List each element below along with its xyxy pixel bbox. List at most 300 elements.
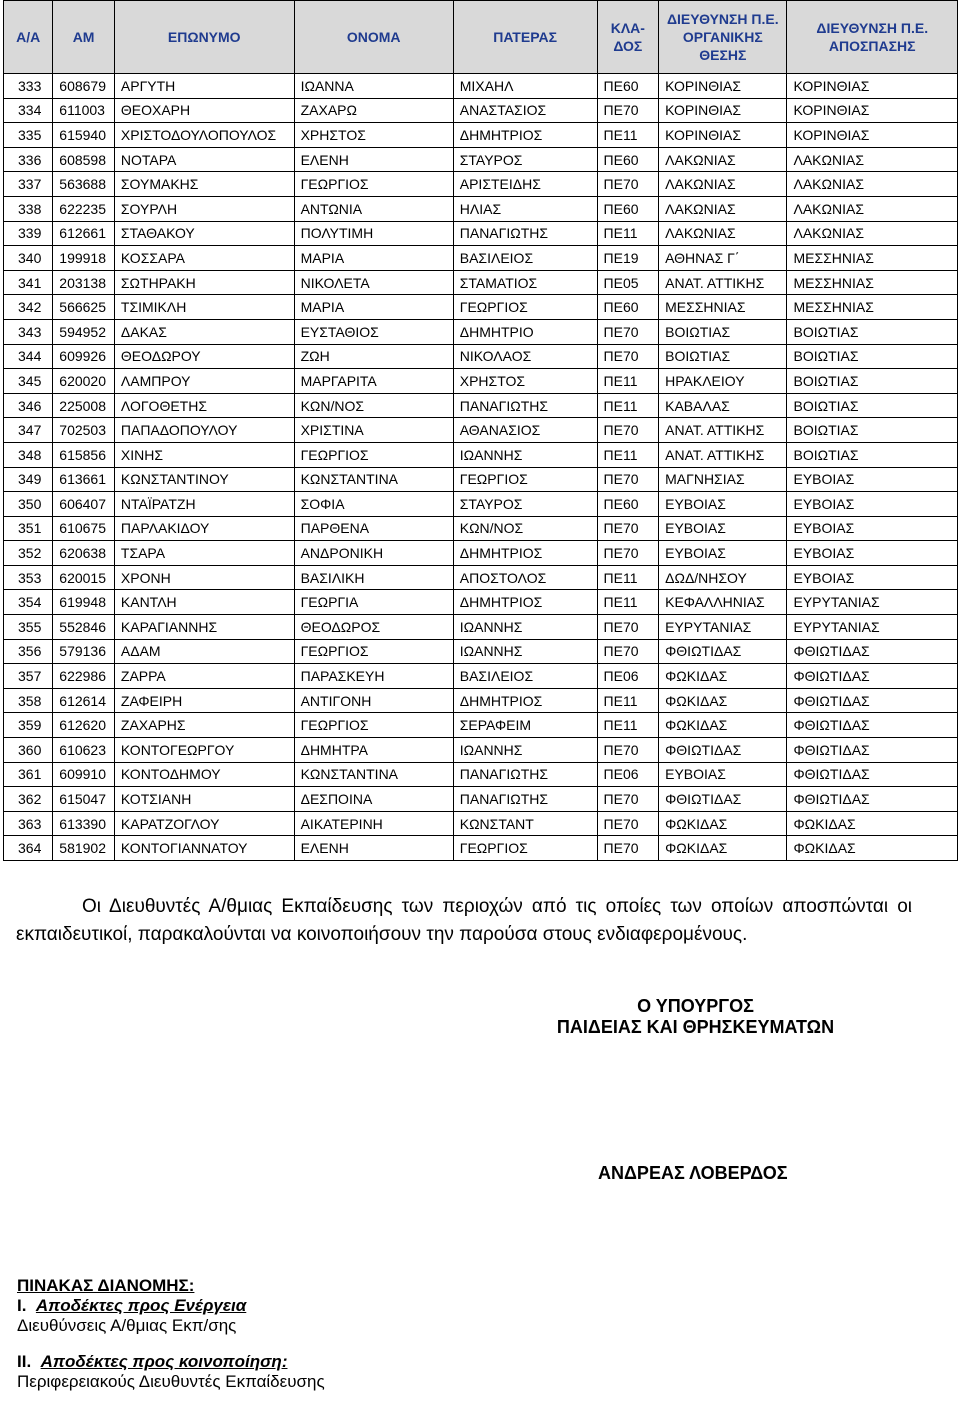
cell-aa: 341 (4, 270, 53, 295)
cell-secondment-directorate: ΜΕΣΣΗΝΙΑΣ (787, 270, 958, 295)
cell-am: 612661 (53, 221, 115, 246)
cell-secondment-directorate: ΒΟΙΩΤΙΑΣ (787, 319, 958, 344)
cell-aa: 359 (4, 713, 53, 738)
cell-am: 622235 (53, 196, 115, 221)
table-row (4, 319, 958, 344)
cell-specialty: ΠΕ70 (597, 344, 659, 369)
cell-surname: ΧΡΟΝΗ (114, 565, 294, 590)
table-row (4, 541, 958, 566)
table-row (4, 565, 958, 590)
cell-secondment-directorate: ΦΩΚΙΔΑΣ (787, 836, 958, 861)
cell-specialty: ΠΕ70 (597, 836, 659, 861)
cell-am: 615940 (53, 123, 115, 148)
notice-paragraph (16, 893, 912, 948)
table-row (4, 836, 958, 861)
cell-aa: 340 (4, 246, 53, 271)
cell-surname: ΣΩΤΗΡΑΚΗ (114, 270, 294, 295)
header-organic-directorate: ΔΙΕΥΘΥΝΣΗ Π.Ε. ΟΡΓΑΝΙΚΗΣ ΘΕΣΗΣ (659, 1, 787, 74)
cell-surname: ΣΤΑΘΑΚΟΥ (114, 221, 294, 246)
cell-aa: 355 (4, 615, 53, 640)
cell-father: ΓΕΩΡΓΙΟΣ (453, 295, 597, 320)
notification-recipients-item: Περιφερειακούς Διευθυντές Εκπαίδευσης (17, 1372, 325, 1391)
cell-name: ΑΝΤΩΝΙΑ (294, 196, 453, 221)
cell-secondment-directorate: ΒΟΙΩΤΙΑΣ (787, 344, 958, 369)
cell-surname: ΤΣΙΜΙΚΛΗ (114, 295, 294, 320)
cell-secondment-directorate: ΕΥΒΟΙΑΣ (787, 467, 958, 492)
cell-father: ΣΤΑΥΡΟΣ (453, 492, 597, 517)
cell-organic-directorate: ΛΑΚΩΝΙΑΣ (659, 147, 787, 172)
cell-aa: 339 (4, 221, 53, 246)
cell-father: ΔΗΜΗΤΡΙΟ (453, 319, 597, 344)
cell-surname: ΚΟΝΤΟΓΕΩΡΓΟΥ (114, 738, 294, 763)
cell-name: ΑΝΔΡΟΝΙΚΗ (294, 541, 453, 566)
cell-secondment-directorate: ΚΟΡΙΝΘΙΑΣ (787, 74, 958, 99)
cell-specialty: ΠΕ70 (597, 738, 659, 763)
cell-specialty: ΠΕ70 (597, 467, 659, 492)
cell-surname: ΚΑΡΑΤΖΟΓΛΟΥ (114, 811, 294, 836)
table-row (4, 738, 958, 763)
cell-specialty: ΠΕ60 (597, 196, 659, 221)
table-row (4, 811, 958, 836)
cell-specialty: ΠΕ11 (597, 393, 659, 418)
cell-am: 566625 (53, 295, 115, 320)
header-am: ΑΜ (53, 1, 115, 74)
cell-name: ΙΩΑΝΝΑ (294, 74, 453, 99)
cell-organic-directorate: ΑΝΑΤ. ΑΤΤΙΚΗΣ (659, 418, 787, 443)
cell-specialty: ΠΕ05 (597, 270, 659, 295)
table-row (4, 74, 958, 99)
cell-surname: ΖΑΦΕΙΡΗ (114, 688, 294, 713)
cell-specialty: ΠΕ06 (597, 664, 659, 689)
cell-secondment-directorate: ΕΥΒΟΙΑΣ (787, 541, 958, 566)
cell-specialty: ΠΕ11 (597, 369, 659, 394)
table-row (4, 270, 958, 295)
cell-organic-directorate: ΛΑΚΩΝΙΑΣ (659, 221, 787, 246)
table-row (4, 442, 958, 467)
section1-label: Αποδέκτες προς Ενέργεια (35, 1296, 247, 1315)
cell-am: 594952 (53, 319, 115, 344)
cell-organic-directorate: ΦΩΚΙΔΑΣ (659, 836, 787, 861)
cell-father: ΚΩΝ/ΝΟΣ (453, 516, 597, 541)
cell-am: 615047 (53, 787, 115, 812)
cell-father: ΒΑΣΙΛΕΙΟΣ (453, 246, 597, 271)
cell-father: ΙΩΑΝΝΗΣ (453, 442, 597, 467)
cell-name: ΠΑΡΑΣΚΕΥΗ (294, 664, 453, 689)
cell-aa: 358 (4, 688, 53, 713)
header-specialty: ΚΛΑ- ΔΟΣ (597, 1, 659, 74)
action-recipients-heading (17, 1296, 325, 1316)
cell-specialty: ΠΕ70 (597, 319, 659, 344)
cell-secondment-directorate: ΛΑΚΩΝΙΑΣ (787, 147, 958, 172)
cell-specialty: ΠΕ11 (597, 713, 659, 738)
cell-father: ΓΕΩΡΓΙΟΣ (453, 836, 597, 861)
cell-organic-directorate: ΦΘΙΩΤΙΔΑΣ (659, 738, 787, 763)
cell-am: 620638 (53, 541, 115, 566)
cell-am: 620015 (53, 565, 115, 590)
cell-secondment-directorate: ΒΟΙΩΤΙΑΣ (787, 393, 958, 418)
cell-aa: 357 (4, 664, 53, 689)
cell-specialty: ΠΕ70 (597, 172, 659, 197)
cell-am: 579136 (53, 639, 115, 664)
header-aa: Α/Α (4, 1, 53, 74)
cell-organic-directorate: ΜΑΓΝΗΣΙΑΣ (659, 467, 787, 492)
cell-specialty: ΠΕ70 (597, 541, 659, 566)
cell-father: ΑΠΟΣΤΟΛΟΣ (453, 565, 597, 590)
cell-surname: ΚΑΡΑΓΙΑΝΝΗΣ (114, 615, 294, 640)
cell-surname: ΚΩΝΣΤΑΝΤΙΝΟΥ (114, 467, 294, 492)
cell-name: ΖΩΗ (294, 344, 453, 369)
section2-number: ΙΙ. (17, 1352, 32, 1371)
cell-organic-directorate: ΔΩΔ/ΝΗΣΟΥ (659, 565, 787, 590)
cell-father: ΔΗΜΗΤΡΙΟΣ (453, 688, 597, 713)
table-row (4, 172, 958, 197)
section2-label: Αποδέκτες προς κοινοποίηση: (40, 1352, 288, 1371)
cell-aa: 364 (4, 836, 53, 861)
cell-organic-directorate: ΚΑΒΑΛΑΣ (659, 393, 787, 418)
cell-name: ΜΑΡΙΑ (294, 295, 453, 320)
cell-organic-directorate: ΑΝΑΤ. ΑΤΤΙΚΗΣ (659, 270, 787, 295)
cell-secondment-directorate: ΕΥΡΥΤΑΝΙΑΣ (787, 615, 958, 640)
cell-specialty: ΠΕ60 (597, 147, 659, 172)
cell-aa: 336 (4, 147, 53, 172)
cell-father: ΙΩΑΝΝΗΣ (453, 738, 597, 763)
cell-secondment-directorate: ΦΘΙΩΤΙΔΑΣ (787, 688, 958, 713)
cell-surname: ΣΟΥΜΑΚΗΣ (114, 172, 294, 197)
distribution-title: ΠΙΝΑΚΑΣ ΔΙΑΝΟΜΗΣ: (17, 1276, 195, 1295)
cell-am: 612614 (53, 688, 115, 713)
cell-aa: 361 (4, 762, 53, 787)
cell-specialty: ΠΕ70 (597, 639, 659, 664)
cell-am: 606407 (53, 492, 115, 517)
cell-organic-directorate: ΕΥΡΥΤΑΝΙΑΣ (659, 615, 787, 640)
table-row (4, 516, 958, 541)
table-row (4, 418, 958, 443)
cell-specialty: ΠΕ70 (597, 787, 659, 812)
cell-organic-directorate: ΚΟΡΙΝΘΙΑΣ (659, 74, 787, 99)
cell-organic-directorate: ΦΩΚΙΔΑΣ (659, 688, 787, 713)
cell-name: ΕΛΕΝΗ (294, 147, 453, 172)
cell-surname: ΚΟΝΤΟΔΗΜΟΥ (114, 762, 294, 787)
cell-am: 608679 (53, 74, 115, 99)
cell-organic-directorate: ΑΝΑΤ. ΑΤΤΙΚΗΣ (659, 442, 787, 467)
cell-name: ΓΕΩΡΓΙΟΣ (294, 442, 453, 467)
cell-organic-directorate: ΦΩΚΙΔΑΣ (659, 713, 787, 738)
transfers-table-wrapper (3, 0, 958, 861)
cell-specialty: ΠΕ70 (597, 418, 659, 443)
cell-secondment-directorate: ΦΘΙΩΤΙΔΑΣ (787, 713, 958, 738)
cell-secondment-directorate: ΒΟΙΩΤΙΑΣ (787, 369, 958, 394)
section1-number: Ι. (17, 1296, 27, 1315)
header-name: ΟΝΟΜΑ (294, 1, 453, 74)
cell-secondment-directorate: ΕΥΒΟΙΑΣ (787, 492, 958, 517)
cell-father: ΠΑΝΑΓΙΩΤΗΣ (453, 221, 597, 246)
cell-father: ΔΗΜΗΤΡΙΟΣ (453, 123, 597, 148)
cell-specialty: ΠΕ11 (597, 442, 659, 467)
cell-am: 702503 (53, 418, 115, 443)
cell-father: ΒΑΣΙΛΕΙΟΣ (453, 664, 597, 689)
cell-name: ΜΑΡΓΑΡΙΤΑ (294, 369, 453, 394)
table-row (4, 688, 958, 713)
table-row (4, 492, 958, 517)
cell-specialty: ΠΕ60 (597, 74, 659, 99)
cell-father: ΑΘΑΝΑΣΙΟΣ (453, 418, 597, 443)
cell-father: ΣΤΑΜΑΤΙΟΣ (453, 270, 597, 295)
cell-name: ΓΕΩΡΓΙΑ (294, 590, 453, 615)
cell-father: ΣΤΑΥΡΟΣ (453, 147, 597, 172)
cell-am: 563688 (53, 172, 115, 197)
cell-organic-directorate: ΛΑΚΩΝΙΑΣ (659, 172, 787, 197)
transfers-table (3, 0, 958, 861)
cell-am: 613661 (53, 467, 115, 492)
cell-aa: 343 (4, 319, 53, 344)
cell-surname: ΑΡΓΥΤΗ (114, 74, 294, 99)
cell-am: 552846 (53, 615, 115, 640)
header-surname: ΕΠΩΝΥΜΟ (114, 1, 294, 74)
cell-father: ΧΡΗΣΤΟΣ (453, 369, 597, 394)
table-row (4, 664, 958, 689)
table-row (4, 147, 958, 172)
cell-aa: 342 (4, 295, 53, 320)
table-row (4, 590, 958, 615)
cell-surname: ΣΟΥΡΛΗ (114, 196, 294, 221)
table-body (4, 74, 958, 861)
table-row (4, 344, 958, 369)
cell-name: ΠΑΡΘΕΝΑ (294, 516, 453, 541)
header-father: ΠΑΤΕΡΑΣ (453, 1, 597, 74)
table-row (4, 762, 958, 787)
cell-aa: 347 (4, 418, 53, 443)
cell-am: 610623 (53, 738, 115, 763)
cell-name: ΓΕΩΡΓΙΟΣ (294, 172, 453, 197)
cell-aa: 362 (4, 787, 53, 812)
cell-surname: ΤΣΑΡΑ (114, 541, 294, 566)
cell-name: ΓΕΩΡΓΙΟΣ (294, 639, 453, 664)
cell-name: ΚΩΝ/ΝΟΣ (294, 393, 453, 418)
cell-secondment-directorate: ΦΘΙΩΤΙΔΑΣ (787, 762, 958, 787)
cell-am: 615856 (53, 442, 115, 467)
cell-am: 609926 (53, 344, 115, 369)
cell-specialty: ΠΕ70 (597, 615, 659, 640)
cell-organic-directorate: ΦΩΚΙΔΑΣ (659, 811, 787, 836)
table-row (4, 467, 958, 492)
cell-am: 622986 (53, 664, 115, 689)
cell-name: ΘΕΟΔΩΡΟΣ (294, 615, 453, 640)
table-row (4, 393, 958, 418)
cell-organic-directorate: ΒΟΙΩΤΙΑΣ (659, 344, 787, 369)
notice-text: Οι Διευθυντές Α/θμιας Εκπαίδευσης των περιοχών από τις οποίες των οποίων αποσπώνται οι εκπαιδευτικοί, παρακαλούνται να κοινοποιήσουν την παρούσα στους ενδιαφερομένους. (16, 896, 912, 945)
signature-title (548, 996, 843, 1038)
cell-father: ΠΑΝΑΓΙΩΤΗΣ (453, 393, 597, 418)
cell-aa: 363 (4, 811, 53, 836)
cell-secondment-directorate: ΦΘΙΩΤΙΔΑΣ (787, 738, 958, 763)
cell-aa: 354 (4, 590, 53, 615)
cell-am: 610675 (53, 516, 115, 541)
cell-specialty: ΠΕ60 (597, 492, 659, 517)
cell-father: ΔΗΜΗΤΡΙΟΣ (453, 541, 597, 566)
cell-aa: 360 (4, 738, 53, 763)
cell-specialty: ΠΕ19 (597, 246, 659, 271)
table-row (4, 615, 958, 640)
table-row (4, 221, 958, 246)
action-recipients-item: Διευθύνσεις Α/θμιας Εκπ/σης (17, 1316, 237, 1335)
cell-surname: ΛΑΜΠΡΟΥ (114, 369, 294, 394)
cell-father: ΑΡΙΣΤΕΙΔΗΣ (453, 172, 597, 197)
notification-recipients-heading (17, 1352, 325, 1372)
table-row (4, 246, 958, 271)
cell-name: ΒΑΣΙΛΙΚΗ (294, 565, 453, 590)
cell-aa: 351 (4, 516, 53, 541)
distribution-list (17, 1276, 325, 1392)
cell-organic-directorate: ΦΘΙΩΤΙΔΑΣ (659, 639, 787, 664)
cell-surname: ΑΔΑΜ (114, 639, 294, 664)
cell-surname: ΚΟΝΤΟΓΙΑΝΝΑΤΟΥ (114, 836, 294, 861)
cell-name: ΕΥΣΤΑΘΙΟΣ (294, 319, 453, 344)
cell-am: 609910 (53, 762, 115, 787)
cell-aa: 356 (4, 639, 53, 664)
cell-name: ΠΟΛΥΤΙΜΗ (294, 221, 453, 246)
cell-father: ΠΑΝΑΓΙΩΤΗΣ (453, 787, 597, 812)
cell-organic-directorate: ΕΥΒΟΙΑΣ (659, 541, 787, 566)
cell-name: ΓΕΩΡΓΙΟΣ (294, 713, 453, 738)
cell-secondment-directorate: ΒΟΙΩΤΙΑΣ (787, 418, 958, 443)
cell-surname: ΧΙΝΗΣ (114, 442, 294, 467)
cell-specialty: ΠΕ11 (597, 688, 659, 713)
cell-secondment-directorate: ΦΘΙΩΤΙΔΑΣ (787, 639, 958, 664)
cell-secondment-directorate: ΕΥΡΥΤΑΝΙΑΣ (787, 590, 958, 615)
cell-aa: 345 (4, 369, 53, 394)
cell-aa: 334 (4, 98, 53, 123)
cell-surname: ΘΕΟΔΩΡΟΥ (114, 344, 294, 369)
cell-name: ΚΩΝΣΤΑΝΤΙΝΑ (294, 762, 453, 787)
cell-specialty: ΠΕ06 (597, 762, 659, 787)
cell-name: ΚΩΝΣΤΑΝΤΙΝΑ (294, 467, 453, 492)
minister-title: Ο ΥΠΟΥΡΓΟΣ (637, 996, 754, 1016)
cell-surname: ΧΡΙΣΤΟΔΟΥΛΟΠΟΥΛΟΣ (114, 123, 294, 148)
cell-specialty: ΠΕ11 (597, 221, 659, 246)
cell-secondment-directorate: ΚΟΡΙΝΘΙΑΣ (787, 98, 958, 123)
cell-specialty: ΠΕ11 (597, 565, 659, 590)
cell-surname: ΘΕΟΧΑΡΗ (114, 98, 294, 123)
cell-surname: ΚΑΝΤΛΗ (114, 590, 294, 615)
cell-specialty: ΠΕ60 (597, 295, 659, 320)
cell-organic-directorate: ΑΘΗΝΑΣ Γ΄ (659, 246, 787, 271)
cell-organic-directorate: ΒΟΙΩΤΙΑΣ (659, 319, 787, 344)
cell-secondment-directorate: ΜΕΣΣΗΝΙΑΣ (787, 295, 958, 320)
cell-specialty: ΠΕ11 (597, 590, 659, 615)
cell-specialty: ΠΕ70 (597, 98, 659, 123)
cell-father: ΙΩΑΝΝΗΣ (453, 615, 597, 640)
cell-organic-directorate: ΦΘΙΩΤΙΔΑΣ (659, 787, 787, 812)
table-row (4, 369, 958, 394)
table-row (4, 787, 958, 812)
cell-name: ΔΗΜΗΤΡΑ (294, 738, 453, 763)
cell-am: 612620 (53, 713, 115, 738)
cell-father: ΣΕΡΑΦΕΙΜ (453, 713, 597, 738)
cell-name: ΣΟΦΙΑ (294, 492, 453, 517)
cell-am: 611003 (53, 98, 115, 123)
cell-am: 581902 (53, 836, 115, 861)
cell-organic-directorate: ΕΥΒΟΙΑΣ (659, 516, 787, 541)
cell-aa: 333 (4, 74, 53, 99)
cell-father: ΑΝΑΣΤΑΣΙΟΣ (453, 98, 597, 123)
cell-name: ΧΡΗΣΤΟΣ (294, 123, 453, 148)
cell-organic-directorate: ΜΕΣΣΗΝΙΑΣ (659, 295, 787, 320)
cell-surname: ΚΟΣΣΑΡΑ (114, 246, 294, 271)
cell-name: ΔΕΣΠΟΙΝΑ (294, 787, 453, 812)
cell-secondment-directorate: ΜΕΣΣΗΝΙΑΣ (787, 246, 958, 271)
cell-secondment-directorate: ΛΑΚΩΝΙΑΣ (787, 172, 958, 197)
cell-organic-directorate: ΕΥΒΟΙΑΣ (659, 492, 787, 517)
cell-aa: 352 (4, 541, 53, 566)
cell-name: ΑΙΚΑΤΕΡΙΝΗ (294, 811, 453, 836)
cell-am: 620020 (53, 369, 115, 394)
cell-aa: 335 (4, 123, 53, 148)
table-row (4, 98, 958, 123)
cell-specialty: ΠΕ70 (597, 811, 659, 836)
cell-name: ΧΡΙΣΤΙΝΑ (294, 418, 453, 443)
cell-father: ΗΛΙΑΣ (453, 196, 597, 221)
cell-father: ΠΑΝΑΓΙΩΤΗΣ (453, 762, 597, 787)
cell-father: ΓΕΩΡΓΙΟΣ (453, 467, 597, 492)
cell-surname: ΠΑΠΑΔΟΠΟΥΛΟΥ (114, 418, 294, 443)
cell-name: ΝΙΚΟΛΕΤΑ (294, 270, 453, 295)
cell-name: ΑΝΤΙΓΟΝΗ (294, 688, 453, 713)
table-row (4, 295, 958, 320)
cell-father: ΙΩΑΝΝΗΣ (453, 639, 597, 664)
cell-surname: ΖΑΡΡΑ (114, 664, 294, 689)
table-row (4, 639, 958, 664)
cell-organic-directorate: ΕΥΒΟΙΑΣ (659, 762, 787, 787)
cell-aa: 353 (4, 565, 53, 590)
cell-aa: 337 (4, 172, 53, 197)
cell-organic-directorate: ΚΟΡΙΝΘΙΑΣ (659, 98, 787, 123)
cell-father: ΔΗΜΗΤΡΙΟΣ (453, 590, 597, 615)
cell-aa: 344 (4, 344, 53, 369)
cell-surname: ΛΟΓΟΘΕΤΗΣ (114, 393, 294, 418)
table-row (4, 713, 958, 738)
header-secondment-directorate: ΔΙΕΥΘΥΝΣΗ Π.Ε. ΑΠΟΣΠΑΣΗΣ (787, 1, 958, 74)
cell-father: ΜΙΧΑΗΛ (453, 74, 597, 99)
cell-surname: ΝΤΑΪΡΑΤΖΗ (114, 492, 294, 517)
cell-secondment-directorate: ΚΟΡΙΝΘΙΑΣ (787, 123, 958, 148)
cell-secondment-directorate: ΒΟΙΩΤΙΑΣ (787, 442, 958, 467)
cell-aa: 350 (4, 492, 53, 517)
cell-organic-directorate: ΗΡΑΚΛΕΙΟΥ (659, 369, 787, 394)
cell-aa: 348 (4, 442, 53, 467)
cell-aa: 349 (4, 467, 53, 492)
cell-aa: 338 (4, 196, 53, 221)
cell-am: 608598 (53, 147, 115, 172)
table-header-row (4, 1, 958, 74)
cell-secondment-directorate: ΕΥΒΟΙΑΣ (787, 565, 958, 590)
cell-secondment-directorate: ΕΥΒΟΙΑΣ (787, 516, 958, 541)
cell-name: ΜΑΡΙΑ (294, 246, 453, 271)
cell-organic-directorate: ΚΟΡΙΝΘΙΑΣ (659, 123, 787, 148)
table-row (4, 196, 958, 221)
cell-name: ΕΛΕΝΗ (294, 836, 453, 861)
cell-surname: ΠΑΡΛΑΚΙΔΟΥ (114, 516, 294, 541)
cell-specialty: ΠΕ11 (597, 123, 659, 148)
cell-am: 613390 (53, 811, 115, 836)
ministry-name: ΠΑΙΔΕΙΑΣ ΚΑΙ ΘΡΗΣΚΕΥΜΑΤΩΝ (556, 1017, 835, 1037)
cell-organic-directorate: ΦΩΚΙΔΑΣ (659, 664, 787, 689)
signer-name: ΑΝΔΡΕΑΣ ΛΟΒΕΡΔΟΣ (598, 1163, 788, 1183)
cell-am: 619948 (53, 590, 115, 615)
cell-father: ΚΩΝΣΤΑΝΤ (453, 811, 597, 836)
cell-secondment-directorate: ΦΘΙΩΤΙΔΑΣ (787, 787, 958, 812)
cell-specialty: ΠΕ70 (597, 516, 659, 541)
cell-secondment-directorate: ΛΑΚΩΝΙΑΣ (787, 196, 958, 221)
